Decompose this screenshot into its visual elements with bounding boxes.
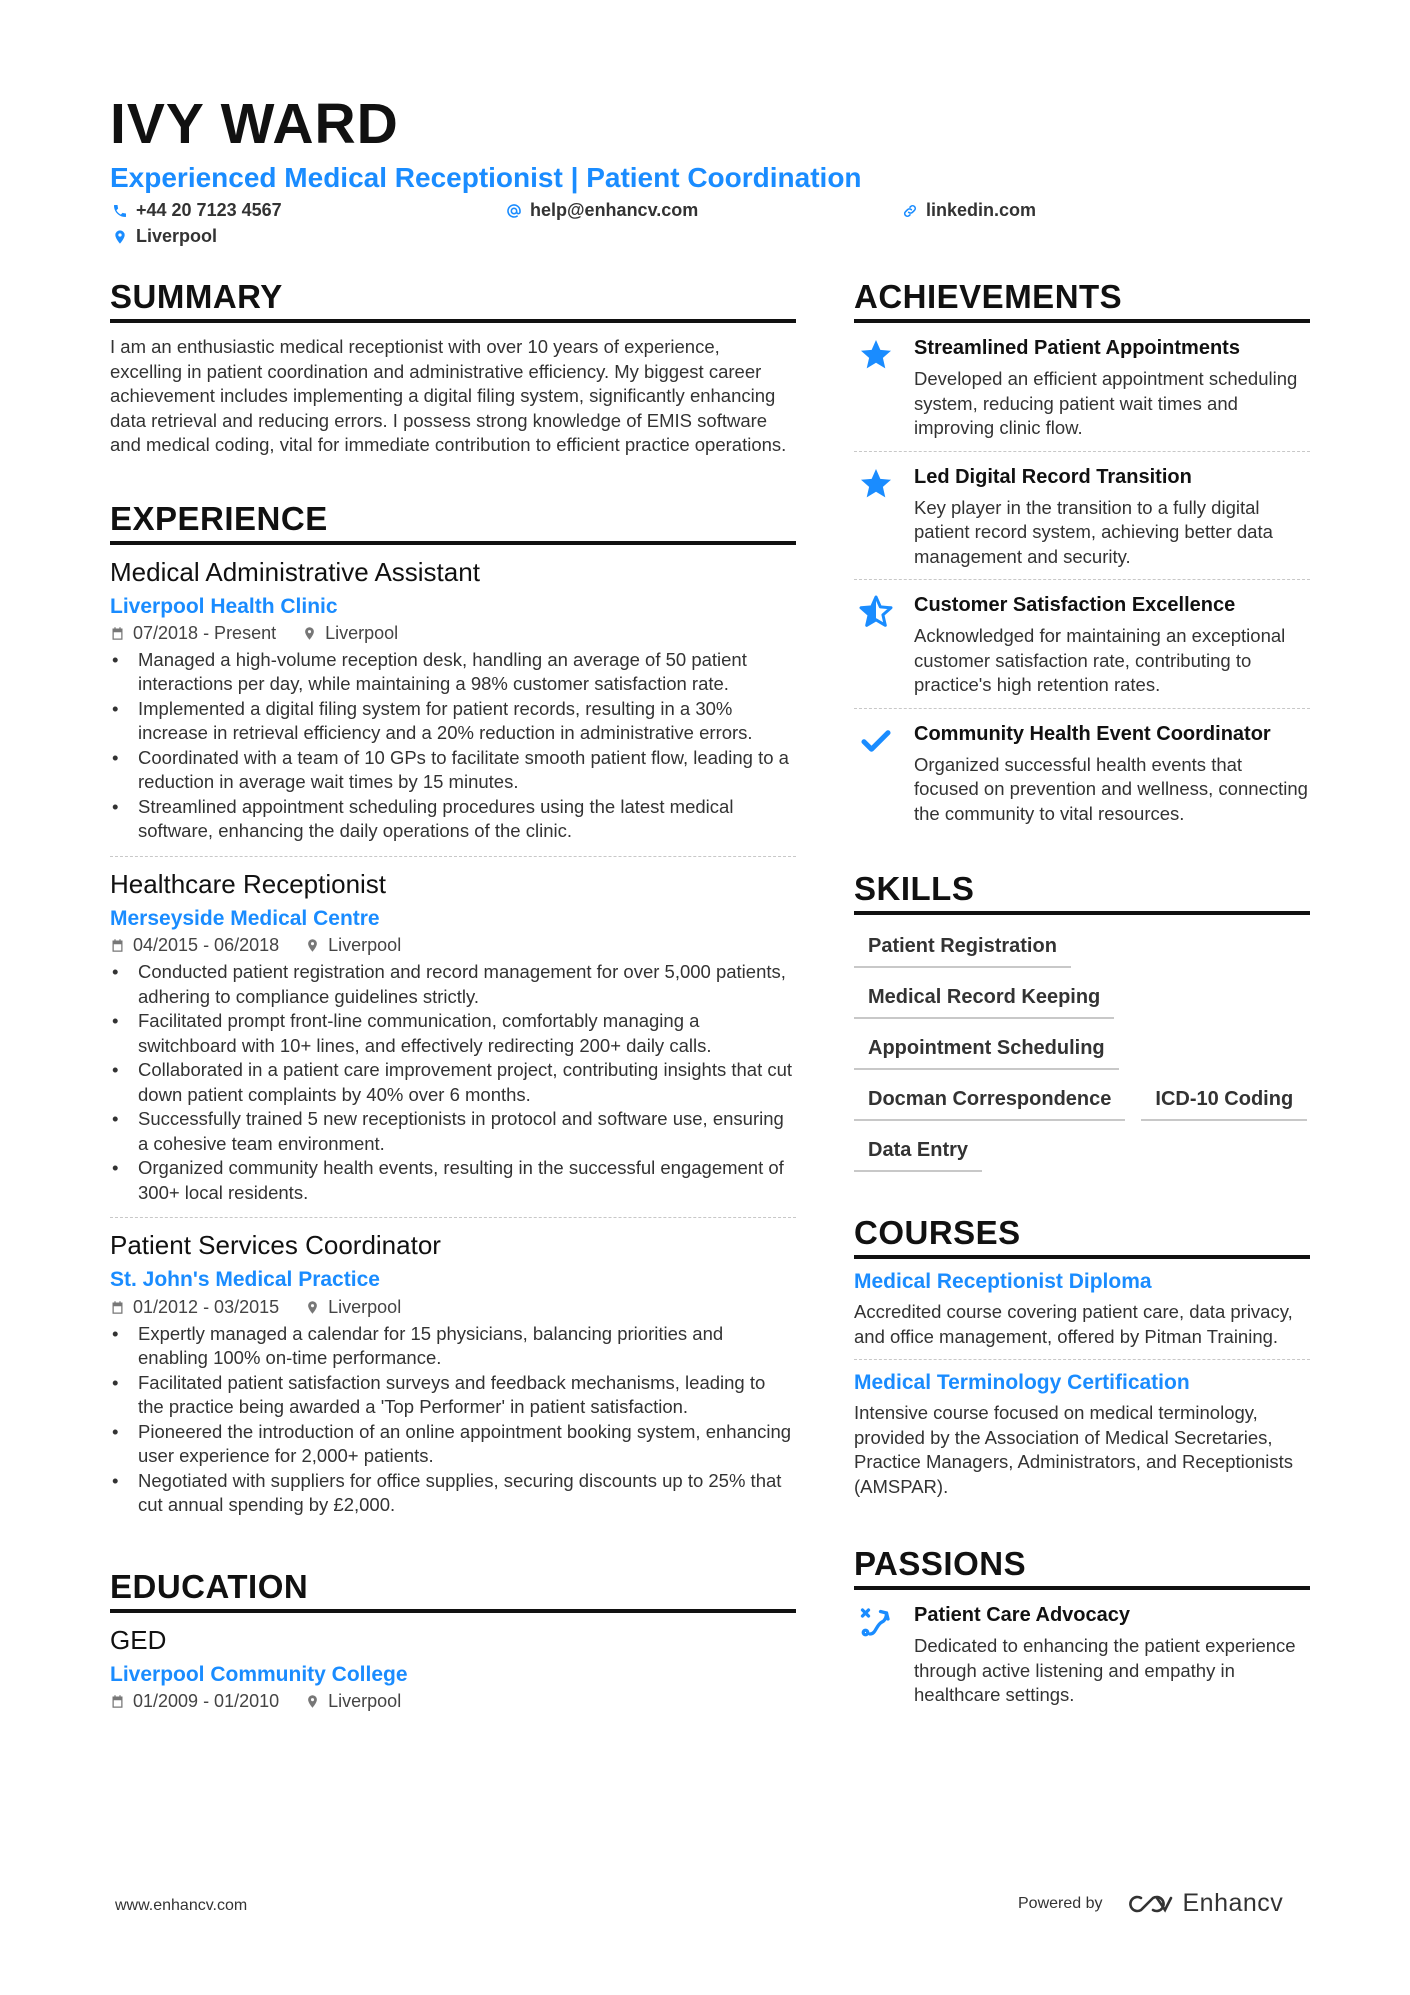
job-bullet: • Streamlined appointment scheduling procedures using the latest medical software, enhancing the daily operations of the clinic.	[110, 795, 796, 844]
skill-tag: Medical Record Keeping	[854, 982, 1114, 1019]
achievement-desc: Developed an efficient appointment scheduling system, reducing patient wait times and improving clinic flow.	[914, 368, 1298, 438]
company-name[interactable]: Liverpool Health Clinic	[110, 594, 338, 618]
passions-list	[854, 1590, 1310, 1718]
brand-text: Enhancv	[1182, 1889, 1284, 1917]
job-meta	[110, 935, 796, 956]
check-icon	[858, 723, 894, 759]
achievement-item	[854, 709, 1310, 837]
passion-item	[854, 1590, 1310, 1718]
achievement-body	[914, 335, 1310, 441]
skills-list	[854, 931, 1310, 1172]
linkedin-text: linkedin.com	[926, 200, 1037, 220]
location-pin-icon	[305, 938, 320, 953]
job-dates-wrap	[110, 623, 276, 644]
job-location-wrap	[305, 1297, 401, 1318]
location-pin-icon	[305, 1694, 320, 1709]
job-location-wrap	[305, 935, 401, 956]
course-title[interactable]: Medical Receptionist Diploma	[854, 1270, 1152, 1293]
education-meta	[110, 1691, 796, 1712]
education-dates: 01/2009 - 01/2010	[133, 1691, 280, 1711]
experience-list	[110, 545, 796, 1530]
job-bullets	[110, 648, 796, 844]
course-desc: Accredited course covering patient care, data privacy, and office management, offered by Pitman Training.	[854, 1301, 1293, 1347]
location-text: Liverpool	[136, 226, 218, 246]
location-pin-icon	[112, 229, 128, 245]
location-pin-icon	[302, 626, 317, 641]
job-bullets	[110, 960, 796, 1205]
job-entry	[110, 857, 796, 1218]
contact-email[interactable]	[506, 200, 698, 221]
passions-heading: PASSIONS	[854, 1547, 1310, 1590]
job-meta	[110, 1297, 796, 1318]
achievement-desc: Key player in the transition to a fully digital patient record system, achieving better data management and security.	[914, 496, 1273, 567]
skill-tag: Data Entry	[854, 1135, 982, 1172]
job-dates: 04/2015 - 06/2018	[133, 935, 280, 956]
passion-icon-wrap	[854, 1602, 898, 1708]
contact-phone[interactable]	[112, 200, 282, 221]
contact-location	[112, 226, 217, 247]
achievement-item	[854, 323, 1310, 452]
job-bullet: • Coordinated with a team of 10 GPs to facilitate smooth patient flow, leading to a reduction in average wait times by 15 minutes.	[110, 746, 796, 795]
summary-text: I am an enthusiastic medical receptionist with over 10 years of experience, excelling in patient coordination and administrative efficiency. My biggest career achievement includes implementing a digital filing system, significantly enhancing data retrieval and reducing errors. I possess strong knowledge of EMIS software and medical coding, vital for immediate contribution to efficient practice operations.	[110, 336, 787, 455]
education-entry	[110, 1613, 796, 1724]
phone-text: +44 20 7123 4567	[136, 200, 282, 220]
footer-branding	[1018, 1889, 1283, 1918]
achievement-icon-wrap	[854, 464, 898, 570]
job-location-wrap	[302, 623, 398, 644]
email-text: help@enhancv.com	[530, 200, 699, 220]
left-column	[110, 280, 796, 1724]
achievement-body	[914, 721, 1310, 827]
course-desc: Intensive course focused on medical terminology, provided by the Association of Medical Secretaries, Practice Managers, Administrators, and Receptionists (AMSPAR).	[854, 1402, 1294, 1497]
achievement-desc: Organized successful health events that focused on prevention and wellness, connecting the community to vital resources.	[914, 753, 1308, 824]
passion-body	[914, 1602, 1310, 1708]
star-icon	[858, 337, 894, 373]
calendar-icon	[110, 626, 125, 641]
star-icon	[858, 466, 894, 502]
job-bullet: • Organized community health events, resulting in the successful engagement of 300+ local residents.	[110, 1156, 796, 1205]
job-bullet: • Conducted patient registration and record management for over 5,000 patients, adhering to compliance guidelines strictly.	[110, 960, 796, 1009]
achievement-icon-wrap	[854, 721, 898, 827]
contact-linkedin[interactable]	[902, 200, 1036, 221]
job-bullet: • Expertly managed a calendar for 15 physicians, balancing priorities and enabling 100% on-time performance.	[110, 1322, 796, 1371]
achievement-desc: Acknowledged for maintaining an exceptional customer satisfaction rate, contributing to practice's high retention rates.	[914, 625, 1286, 695]
job-bullet: • Successfully trained 5 new receptionists in protocol and software use, ensuring a cohesive team environment.	[110, 1107, 796, 1156]
achievement-icon-wrap	[854, 592, 898, 698]
passion-title: Patient Care Advocacy	[914, 1604, 1131, 1627]
job-meta	[110, 623, 796, 644]
skill-tag: ICD-10 Coding	[1141, 1084, 1307, 1121]
skills-heading: SKILLS	[854, 872, 1310, 915]
skill-tag: Appointment Scheduling	[854, 1033, 1119, 1070]
job-entry	[110, 545, 796, 857]
achievement-body	[914, 592, 1310, 698]
right-column	[854, 280, 1310, 1718]
job-location: Liverpool	[328, 935, 402, 956]
job-bullet: • Negotiated with suppliers for office supplies, securing discounts up to 25% that cut annual spending by £2,000.	[110, 1469, 796, 1518]
enhancv-logo[interactable]	[1127, 1889, 1284, 1918]
job-location: Liverpool	[325, 622, 399, 643]
achievement-title: Customer Satisfaction Excellence	[914, 594, 1236, 616]
passion-desc: Dedicated to enhancing the patient experience through active listening and empathy in healthcare settings.	[914, 1635, 1296, 1706]
course-item	[854, 1360, 1310, 1509]
job-location: Liverpool	[328, 1296, 402, 1317]
job-bullets	[110, 1322, 796, 1518]
achievement-body	[914, 464, 1310, 570]
job-dates-wrap	[110, 1297, 279, 1318]
job-bullet: • Implemented a digital filing system for patient records, resulting in a 30% increase in retrieval efficiency and a 20% reduction in administrative errors.	[110, 697, 796, 746]
achievement-item	[854, 452, 1310, 581]
achievement-item	[854, 580, 1310, 709]
job-bullet: • Facilitated prompt front-line communication, comfortably managing a switchboard with 10+ lines, and effectively redirecting 200+ daily calls.	[110, 1009, 796, 1058]
candidate-name: IVY WARD	[110, 92, 399, 156]
candidate-title: Experienced Medical Receptionist | Patient Coordination	[110, 162, 862, 193]
course-item	[854, 1259, 1310, 1360]
at-icon	[506, 203, 522, 219]
calendar-icon	[110, 1694, 125, 1709]
job-dates: 01/2012 - 03/2015	[133, 1296, 280, 1317]
courses-heading: COURSES	[854, 1216, 1310, 1259]
achievement-title: Streamlined Patient Appointments	[914, 337, 1240, 359]
powered-by-text: Powered by	[1018, 1894, 1103, 1912]
summary-heading: SUMMARY	[110, 280, 796, 323]
company-name[interactable]: St. John's Medical Practice	[110, 1268, 380, 1292]
company-name[interactable]: Merseyside Medical Centre	[110, 907, 380, 931]
achievements-heading: ACHIEVEMENTS	[854, 280, 1310, 323]
job-bullet: • Managed a high-volume reception desk, handling an average of 50 patient interactions per day, while maintaining a 98% customer satisfaction rate.	[110, 648, 796, 697]
phone-icon	[112, 203, 128, 219]
job-bullet: • Collaborated in a patient care improvement project, contributing insights that cut down patient complaints by 40% over 6 months.	[110, 1058, 796, 1107]
skill-tag: Patient Registration	[854, 931, 1071, 968]
job-dates-wrap	[110, 935, 279, 956]
job-bullet: • Facilitated patient satisfaction surveys and feedback mechanisms, leading to the practice being awarded a 'Top Performer' in patient satisfaction.	[110, 1371, 796, 1420]
experience-heading: EXPERIENCE	[110, 502, 796, 545]
education-location: Liverpool	[328, 1691, 402, 1711]
courses-list	[854, 1259, 1310, 1509]
job-dates: 07/2018 - Present	[133, 622, 277, 643]
achievement-title: Community Health Event Coordinator	[914, 722, 1271, 745]
strategy-icon	[858, 1604, 894, 1640]
education-location-wrap	[305, 1691, 401, 1712]
achievement-icon-wrap	[854, 335, 898, 441]
calendar-icon	[110, 1300, 125, 1315]
achievement-title: Led Digital Record Transition	[914, 465, 1192, 488]
job-entry	[110, 1218, 796, 1529]
education-school: Liverpool Community College	[110, 1662, 408, 1686]
job-title: Patient Services Coordinator	[110, 1230, 441, 1261]
course-title[interactable]: Medical Terminology Certification	[854, 1371, 1190, 1395]
achievements-list	[854, 323, 1310, 836]
link-icon	[902, 203, 918, 219]
footer-website[interactable]: www.enhancv.com	[115, 1897, 248, 1914]
half-star-icon	[858, 594, 894, 630]
education-heading: EDUCATION	[110, 1570, 796, 1613]
calendar-icon	[110, 938, 125, 953]
job-title: Healthcare Receptionist	[110, 868, 387, 899]
enhancv-logo-icon	[1127, 1892, 1173, 1916]
education-degree: GED	[110, 1624, 167, 1655]
job-title: Medical Administrative Assistant	[110, 556, 480, 587]
location-pin-icon	[305, 1300, 320, 1315]
education-dates-wrap	[110, 1691, 279, 1712]
skill-tag: Docman Correspondence	[854, 1084, 1125, 1121]
job-bullet: • Pioneered the introduction of an online appointment booking system, enhancing user experience for 2,000+ patients.	[110, 1420, 796, 1469]
